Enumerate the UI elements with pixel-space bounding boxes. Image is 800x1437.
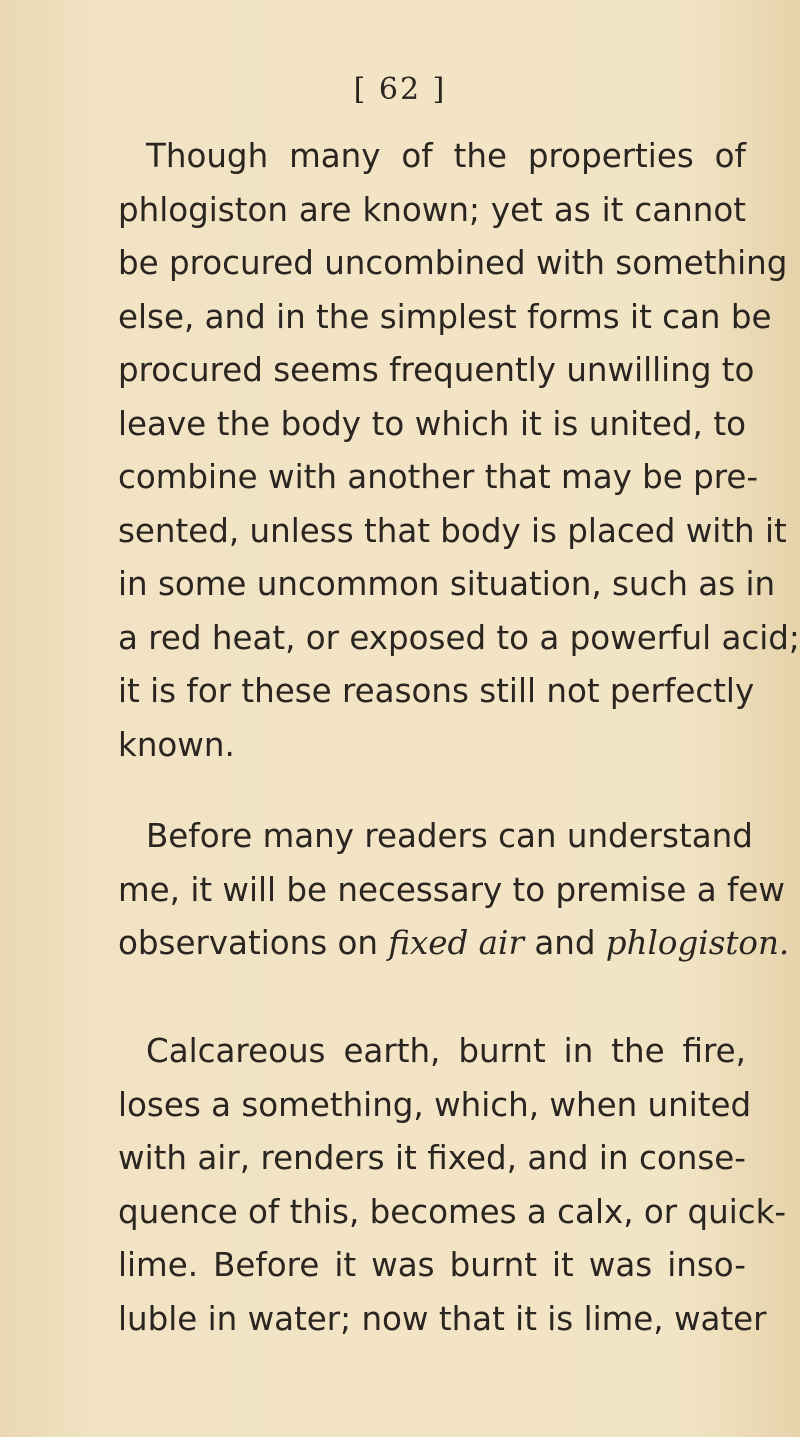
paragraph-3 (118, 1025, 787, 1346)
italic-term-fixed-air: fixed air (388, 924, 524, 962)
text-line: known. (118, 725, 235, 764)
text-segment: and (523, 924, 606, 962)
italic-term-phlogiston: phlogiston. (605, 924, 790, 962)
text-line: a red heat, or exposed to a powerful acid; (118, 618, 800, 657)
text-line: be procured uncombined with something (118, 244, 788, 282)
text-line: it is for these reasons still not perfectly (118, 672, 755, 710)
text-line: lime. Before it was burnt it was inso- (118, 1246, 746, 1284)
text-line: Calcareous earth, burnt in the fire, (146, 1032, 746, 1070)
text-line: in some uncommon situation, such as in (118, 565, 776, 603)
page-number: [ 62 ] (353, 72, 447, 107)
text-line: else, and in the simplest forms it can be (118, 297, 772, 336)
paragraph-2 (118, 810, 790, 971)
text-line: me, it will be necessary to premise a few (118, 870, 785, 909)
text-line: sented, unless that body is placed with it (118, 511, 787, 550)
text-line: with air, renders it fixed, and in conse- (118, 1139, 746, 1177)
text-line: procured seems frequently unwilling to (118, 351, 755, 389)
text-line: Before many readers can understand (146, 817, 753, 855)
text-line: combine with another that may be pre- (118, 458, 759, 496)
text-line-with-italics (118, 917, 790, 971)
paragraph-1 (118, 130, 800, 772)
text-line: leave the body to which it is united, to (118, 404, 746, 443)
text-line: luble in water; now that it is lime, water (118, 1299, 767, 1338)
text-line: loses a something, which, when united (118, 1085, 752, 1124)
text-line: quence of this, becomes a calx, or quick- (118, 1192, 787, 1231)
text-line: phlogiston are known; yet as it cannot (118, 190, 746, 229)
text-line: Though many of the properties of (146, 137, 746, 175)
text-segment: observations on (118, 924, 389, 962)
